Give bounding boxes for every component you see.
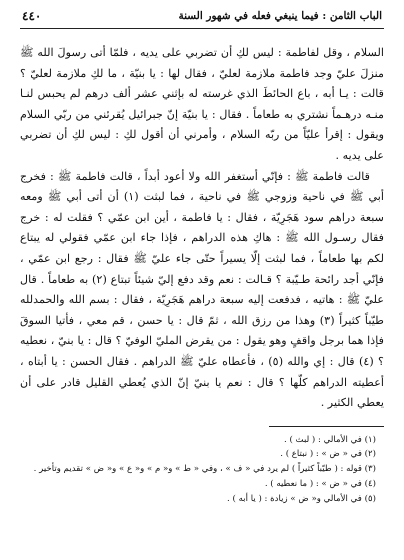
footnote: (٤) في « ض » : ( ما نعطيه ) . [264, 479, 376, 490]
footnote: (٥) في الأمالي و« ض » زيادة : ( يا أبه ) . [227, 493, 376, 504]
footnote-separator [269, 426, 384, 427]
paragraph: قالت فاطمة ﷺ : فإنّي أستغفر الله ولا أعود أبداً ، قالت فاطمة ﷺ : فخرج أبي ﷺ في ناحية وزوجي ﷺ في ناحية ، فما لبثت (١) أن أتى أبي ﷺ ومعه سبعة دراهم سود هَجَرِيّة ، فقال : يا فاطمة ، أين ابن عمّي ؟ فقلت له : خرج فقال رسـول الله ﷺ : هاكِ هذه الدراهم ، فإذا جاء ابن عمّي فقولي له يبتاع لكم بها طعاماً ، فما لبثت إلّا يسيراً حتّى جاء عليّ ﷺ فقال : رجع ابن عمّي ، فإنّي أجد رائحة طـيّبة ؟ قـالت : نعم وقد دفع إليّ شيئاً تبتاع (٢) به طعاماً . قال عليّ ﷺ : هاتيه ، فدفعت إليه سبعة دراهم هَجَرِيّة ، فقال : بسم الله والحمدلله طيّباً كثيراً (٣) وهذا من رزق الله ، ثمّ قال : يا حسن ، قم معي ، فأتيا السوقَ فإذا هما برجل واقفٍ وهو يقول : من يقرض المليّ الوفيّ ؟ قال : يا بنيّ ، نعطيه ؟ (٤) قال : إي والله (٥) ، فأعطاه عليّ ﷺ الدراهم . فقال الحسن : يا أبتاه ، أعطيته الدراهم كلّها ؟ قال : نعم يا بنيّ إنّ الذي يُعطي القليل قادر على أن يعطي الكثير . [20, 169, 385, 410]
footnote: (٢) في « ض » : ( نبتاع ) . [280, 449, 376, 460]
running-header [20, 8, 384, 29]
footnotes [20, 433, 384, 507]
chapter-title: الباب الثامن : فيما ينبغي فعله في شهور السنة [178, 10, 382, 22]
paragraph: السلام ، وقل لفاطمة : ليس لكِ أن تضربي على يديه ، فلمّا أتى رسولَ الله ﷺ منزلَ عليّ وجد فاطمة ملازمة لعليّ ، فقال لها : يا بنيّة ، ما لكِ ملازمة لعليّ ؟ قالت : يـا أبه ، باع الحائطَ الذي غرسته له بإثني عشر ألف درهم لم يحبس لنـا منـه درهـماً نشتري به طعاماً . فقال : يا بنيّة إنّ جبرائيل يُقرئني من ربّي السلام ويقول : إقرأ عليّاً من ربّه السلام ، وأمرني أن أقول لكِ : ليس لكِ أن تضربي على يديه . [20, 46, 384, 162]
footnote: (٣) قوله : ( طيّباً كثيراً ) لم يرد في « ف » ، وفي « ط » و« م » و« ع » و« ض » تقديم وتأخير . [33, 464, 376, 475]
footnote: (١) في الأمالي : ( لبث ) . [283, 434, 376, 445]
page-number: ٤٤٠ [22, 9, 42, 23]
main-text [20, 43, 384, 414]
